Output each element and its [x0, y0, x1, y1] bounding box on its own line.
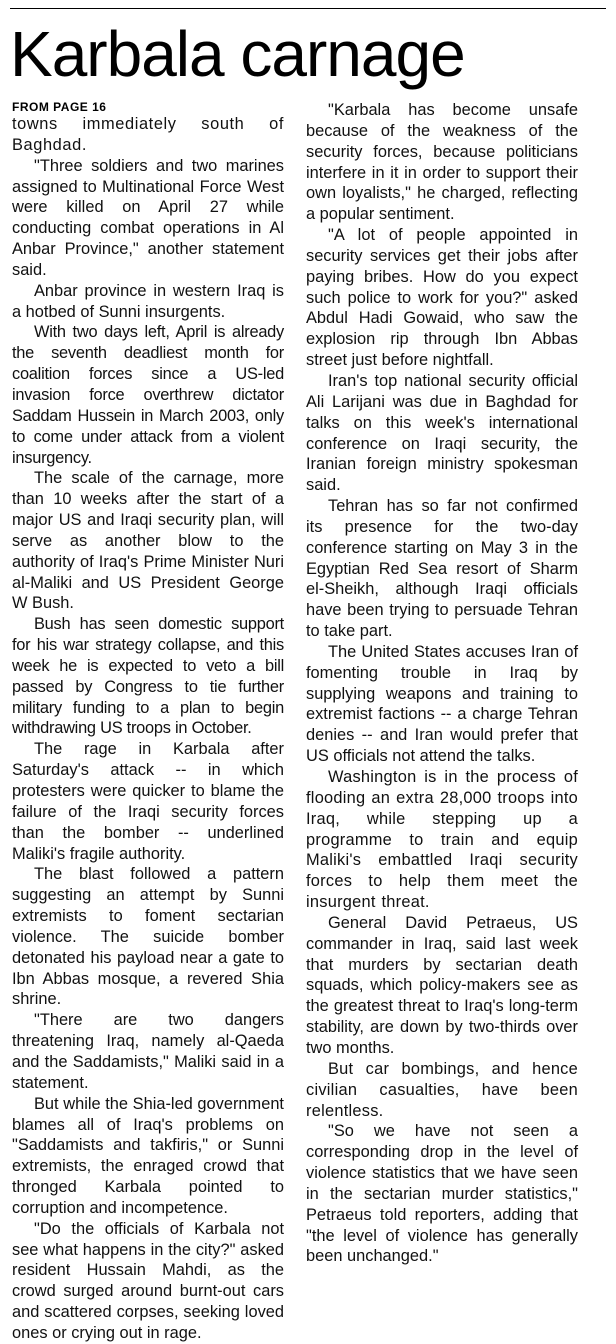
paragraph: "So we have not seen a corresponding drop in the level of violence statistics that we have seen in the sectarian murder statistics," Petraeus told reporters, adding that "the level of violence has generally been unchanged.": [306, 1122, 578, 1266]
paragraph: But car bombings, and hence civilian casualties, have been relentless.: [306, 1059, 578, 1120]
paragraph: "There are two dangers threatening Iraq, namely al-Qaeda and the Saddamists," Maliki said in a statement.: [12, 1011, 284, 1092]
paragraph-continuation: towns immediately south of Baghdad.: [12, 115, 284, 154]
paragraph: The rage in Karbala after Saturday's attack -- in which protesters were quicker to blame the failure of the Iraqi security forces than the bomber -- underlined Maliki's fragile authority.: [12, 740, 284, 863]
top-rule: [10, 8, 606, 9]
paragraph: "Karbala has become unsafe because of the weakness of the security forces, because politicians interfere in it in order to support their own loyalists," he charged, reflecting a popular sentiment.: [306, 101, 578, 224]
paragraph: But while the Shia-led government blames all of Iraq's problems on "Saddamists and takfiris," or Sunni extremists, the enraged crowd that thronged Karbala pointed to corruption and incompetence.: [12, 1094, 284, 1217]
paragraph: The United States accuses Iran of fomenting trouble in Iraq by supplying weapons and training to extremist factions -- a charge Tehran denies -- and Iran would prefer that US officials not attend the talks.: [306, 642, 578, 766]
paragraph: Tehran has so far not confirmed its presence for the two-day conference starting on May 3 in the Egyptian Red Sea resort of Sharm el-Sheikh, although Iraqi officials have been trying to persuade Tehran to take part.: [306, 497, 578, 641]
paragraph: With two days left, April is already the seventh deadliest month for coalition forces since a US-led invasion force overthrew dictator Saddam Hussein in March 2003, only to come under attack from a violent insurgency.: [12, 323, 284, 467]
paragraph: The scale of the carnage, more than 10 weeks after the start of a major US and Iraqi security plan, will serve as another blow to the authority of Iraq's Prime Minister Nuri al-Maliki and US President George W Bush.: [12, 469, 284, 613]
paragraph: The blast followed a pattern suggesting an attempt by Sunni extremists to foment sectarian violence. The suicide bomber detonated his payload near a gate to Ibn Abbas mosque, a revered Shia shrine.: [12, 865, 284, 1009]
headline: Karbala carnage: [10, 18, 465, 90]
kicker-from-page: FROM PAGE 16: [12, 100, 107, 114]
article-column-left: [12, 100, 284, 1344]
paragraph: "Three soldiers and two marines assigned to Multinational Force West were killed on April 27 while conducting combat operations in Al Anbar Province," another statement said.: [12, 156, 284, 279]
paragraph: Anbar province in western Iraq is a hotbed of Sunni insurgents.: [12, 281, 284, 321]
paragraph: Bush has seen domestic support for his war strategy collapse, and this week he is expected to veto a bill passed by Congress to tie further military funding to a plan to begin withdrawing US troops in October.: [12, 615, 284, 738]
paragraph: Iran's top national security official Ali Larijani was due in Baghdad for talks on this week's international conference on Iraqi security, the Iranian foreign ministry spokesman said.: [306, 371, 578, 495]
paragraph: Washington is in the process of flooding an extra 28,000 troops into Iraq, while stepping up a programme to train and equip Maliki's embattled Iraqi security forces to help them meet the insurgent threat.: [306, 768, 578, 912]
paragraph: "Do the officials of Karbala not see what happens in the city?" asked resident Hussain Mahdi, as the crowd surged around burnt-out cars and scattered corpses, seeking loved ones or crying out in rage.: [12, 1219, 284, 1342]
column-gutter: [293, 100, 294, 1290]
paragraph: General David Petraeus, US commander in Iraq, said last week that murders by sectarian death squads, which policy-makers see as the greatest threat to Iraq's long-term stability, are down by two-thirds over two months.: [306, 913, 578, 1057]
paragraph: "A lot of people appointed in security services get their jobs after paying bribes. How do you expect such police to work for you?" asked Abdul Hadi Gowaid, who saw the explosion rip through Ibn Abbas street just before nightfall.: [306, 226, 578, 370]
article-column-right: [306, 100, 578, 1267]
